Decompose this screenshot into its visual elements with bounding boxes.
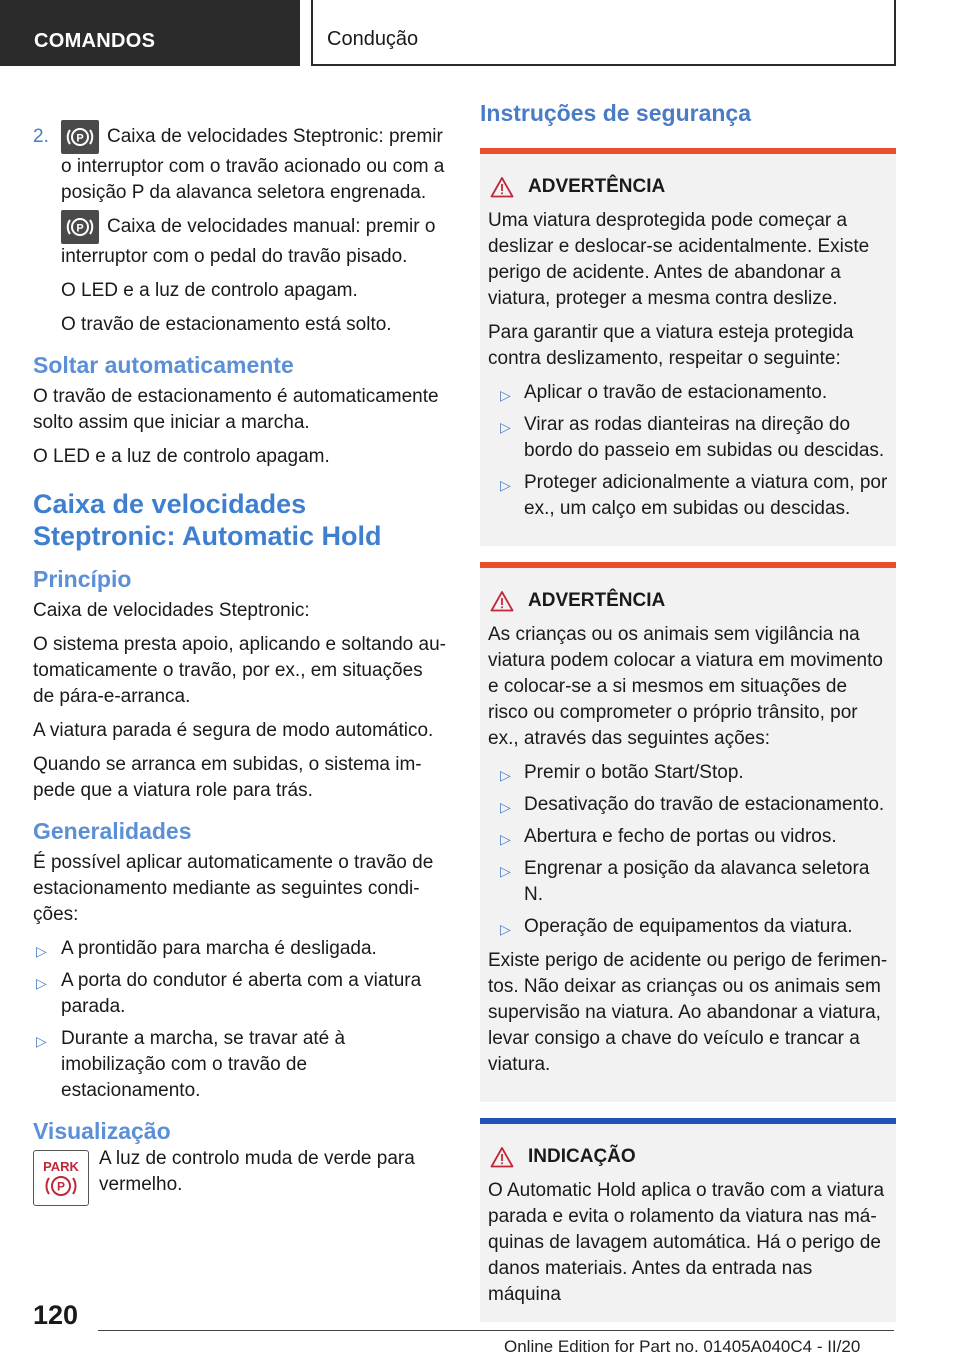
triangle-bullet-icon: ▷ <box>36 975 47 991</box>
warning-title: ADVERTÊNCIA <box>528 590 666 611</box>
svg-text:P: P <box>76 222 84 235</box>
warning-text: As crianças ou os animais sem vigilância na viatura podem colocar a viatura em movimento e colocar-se a si mesmos em situações de risco ou comprometer o próprio trânsito, por ex., através das seguintes ações: <box>488 624 883 749</box>
general-text: É possível aplicar automaticamente o travão de estacionamento mediante as seguintes condições: <box>33 852 434 925</box>
triangle-bullet-icon: ▷ <box>500 419 511 435</box>
general-list <box>33 936 449 1104</box>
list-item: ▷ Durante a marcha, se travar até à imobilização com o travão de estacionamento. <box>36 1028 346 1101</box>
list-item: ▷ Aplicar o travão de estacionamento. <box>488 380 888 406</box>
triangle-bullet-icon: ▷ <box>36 1033 47 1049</box>
auto-release-heading: Soltar automaticamente <box>33 352 294 378</box>
triangle-bullet-icon: ▷ <box>500 831 511 847</box>
principle-text-3: A viatura parada é segura de modo automático. <box>33 720 434 741</box>
right-column <box>480 100 896 1322</box>
park-indicator-icon <box>33 1150 89 1206</box>
auto-release-text: O travão de estacionamento é automaticamente solto assim que iniciar a marcha. <box>33 386 439 433</box>
triangle-bullet-icon: ▷ <box>500 387 511 403</box>
list-item: ▷ Engrenar a posição da alavanca seletora N. <box>500 858 870 905</box>
section-label: COMANDOS <box>0 0 300 66</box>
footer-divider <box>98 1330 894 1331</box>
warning-box-1 <box>480 148 896 546</box>
warning-box-2 <box>480 562 896 1102</box>
note-title: INDICAÇÃO <box>528 1146 636 1167</box>
warning-triangle-icon <box>490 1146 514 1168</box>
step-2-text: Caixa de velocidades Steptronic: premir o interruptor com o travão acionado ou com a posição P da alavanca seletora engrenada. <box>61 126 445 203</box>
note-text: O Automatic Hold aplica o travão com a viatura parada e evita o rolamento da viatura nas máquinas de lavagem automática. Há o perigo de danos materiais. Antes da entrada nas máquina <box>488 1180 885 1305</box>
triangle-bullet-icon: ▷ <box>500 799 511 815</box>
manual-gearbox-text: Caixa de velocidades manual: premir o interruptor com o pedal do travão pisado. <box>61 216 436 267</box>
chapter-label: Condução <box>311 0 896 66</box>
warning-list <box>488 760 888 940</box>
auto-release-led-text: O LED e a luz de controlo apagam. <box>33 446 330 467</box>
warning-text: Para garantir que a viatura esteja protegida contra deslizamento, respeitar o seguinte: <box>488 322 854 369</box>
general-heading: Generalidades <box>33 818 192 844</box>
warning-triangle-icon <box>490 176 514 198</box>
principle-text-1: Caixa de velocidades Steptronic: <box>33 600 310 621</box>
parking-brake-icon <box>61 120 99 154</box>
warning-title: ADVERTÊNCIA <box>528 176 666 197</box>
principle-heading: Princípio <box>33 566 132 592</box>
safety-heading: Instruções de segurança <box>480 100 751 126</box>
warning-text: Existe perigo de acidente ou perigo de ferimentos. Não deixar as crianças ou os animais sem supervisão na viatura. Ao abandonar a viatura, levar consigo a chave do veículo e trancar a viatura. <box>488 950 888 1075</box>
note-box <box>480 1118 896 1322</box>
list-item: ▷ Abertura e fecho de portas ou vidros. <box>488 824 888 850</box>
brake-released-text: O travão de estacionamento está solto. <box>61 314 392 335</box>
display-text: A luz de controlo muda de verde para vermelho. <box>99 1148 415 1195</box>
list-item: ▷ A prontidão para marcha é desligada. <box>33 936 449 962</box>
edition-text: Online Edition for Part no. 01405A040C4 - II/20 <box>504 1337 861 1356</box>
left-column <box>33 124 449 1206</box>
warning-triangle-icon <box>490 590 514 612</box>
list-item: ▷ Desativação do travão de estacionamento. <box>488 792 888 818</box>
triangle-bullet-icon: ▷ <box>36 943 47 959</box>
list-item: ▷ A porta do condutor é aberta com a viatura parada. <box>36 970 422 1017</box>
step-2 <box>33 124 449 214</box>
list-item: ▷ Virar as rodas dianteiras na direção do bordo do passeio em subidas ou descidas. <box>500 414 885 461</box>
svg-text:PARK: PARK <box>43 1159 79 1174</box>
display-heading: Visualização <box>33 1118 171 1144</box>
step-number: 2. <box>33 126 49 147</box>
triangle-bullet-icon: ▷ <box>500 921 511 937</box>
parking-brake-icon <box>61 210 99 244</box>
principle-text-2: O sistema presta apoio, aplicando e soltando automaticamente o travão, por ex., em situações de pára-e-arranca. <box>33 634 446 707</box>
led-off-text: O LED e a luz de controlo apagam. <box>61 280 358 301</box>
list-item: ▷ Operação de equipamentos da viatura. <box>488 914 888 940</box>
page-number: 120 <box>33 1300 79 1330</box>
warning-text: Uma viatura desprotegida pode começar a deslizar e deslocar-se acidentalmente. Existe perigo de acidente. Antes de abandonar a viatura, proteger a mesma contra deslize. <box>488 210 870 309</box>
page-header <box>0 0 960 66</box>
svg-text:P: P <box>76 132 84 145</box>
triangle-bullet-icon: ▷ <box>500 477 511 493</box>
svg-text:P: P <box>56 1179 66 1194</box>
automatic-hold-heading: Caixa de velocidades Steptronic: Automatic Hold <box>33 489 382 551</box>
triangle-bullet-icon: ▷ <box>500 863 511 879</box>
list-item: ▷ Premir o botão Start/Stop. <box>488 760 888 786</box>
triangle-bullet-icon: ▷ <box>500 767 511 783</box>
list-item: ▷ Proteger adicionalmente a viatura com, por ex., um calço em subidas ou descidas. <box>500 472 888 519</box>
warning-list <box>488 380 888 522</box>
principle-text-4: Quando se arranca em subidas, o sistema impede que a viatura role para trás. <box>33 754 422 801</box>
